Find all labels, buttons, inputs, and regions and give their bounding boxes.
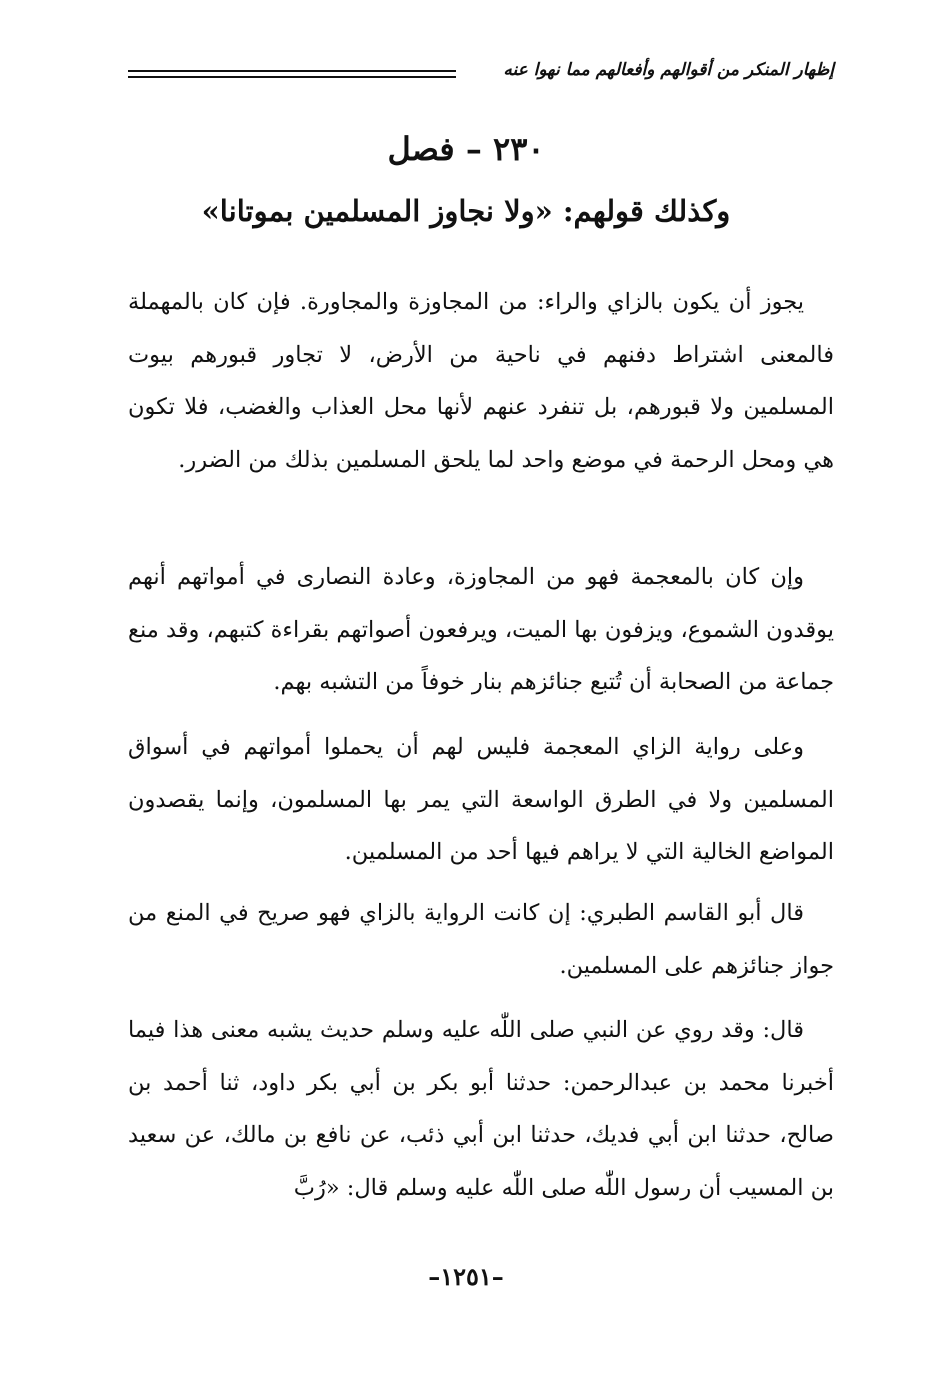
header-rule	[128, 76, 456, 78]
paragraph-text: يجوز أن يكون بالزاي والراء: من المجاوزة والمجاورة. فإن كان بالمهملة فالمعنى اشتراط دفنهم في ناحية من الأرض، لا تجاور قبورهم بيوت المسلمين ولا قبورهم، بل تنفرد عنهم لأنها محل العذاب والغضب، فلا تكون هي ومحل الرحمة في موضع واحد لما يلحق المسلمين بذلك من الضرر.	[128, 289, 834, 473]
paragraph	[128, 1004, 834, 1214]
running-header	[128, 60, 834, 88]
section-subtitle: وكذلك قولهم: «ولا نجاوز المسلمين بموتانا»	[201, 194, 731, 228]
paragraph	[128, 887, 834, 992]
paragraph-text: وعلى رواية الزاي المعجمة فليس لهم أن يحملوا أمواتهم في أسواق المسلمين ولا في الطرق الواسعة التي يمر بها المسلمون، وإنما يقصدون المواضع الخالية التي لا يراهم فيها أحد من المسلمين.	[128, 734, 834, 866]
paragraph	[128, 551, 834, 709]
paragraph-text: قال: وقد روي عن النبي صلى اللّٰه عليه وسلم حديث يشبه معنى هذا فيما أخبرنا محمد بن عبدالرحمن: حدثنا أبو بكر بن أبي بكر داود، ثنا أحمد بن صالح، حدثنا ابن أبي فديك، حدثنا ابن أبي ذئب، عن نافع بن مالك، عن سعيد بن المسيب أن رسول اللّٰه صلى اللّٰه عليه وسلم قال: «رُبَّ	[128, 1017, 834, 1201]
running-title: إظهار المنكر من أقوالهم وأفعالهم مما نهوا عنه	[503, 60, 834, 80]
paragraph	[128, 276, 834, 486]
header-rule	[128, 70, 456, 72]
page-number: –١٢٥١–	[428, 1262, 504, 1291]
paragraph	[128, 721, 834, 879]
paragraph-text: وإن كان بالمعجمة فهو من المجاوزة، وعادة النصارى في أمواتهم أنهم يوقدون الشموع، ويزفون بها الميت، ويرفعون أصواتهم بقراءة كتبهم، وقد منع جماعة من الصحابة أن تُتبع جنائزهم بنار خوفاً من التشبه بهم.	[127, 564, 834, 696]
paragraph-text: قال أبو القاسم الطبري: إن كانت الرواية بالزاي فهو صريح في المنع من جواز جنائزهم على المسلمين.	[128, 900, 834, 979]
section-heading: ٢٣٠ – فصل	[387, 130, 545, 168]
